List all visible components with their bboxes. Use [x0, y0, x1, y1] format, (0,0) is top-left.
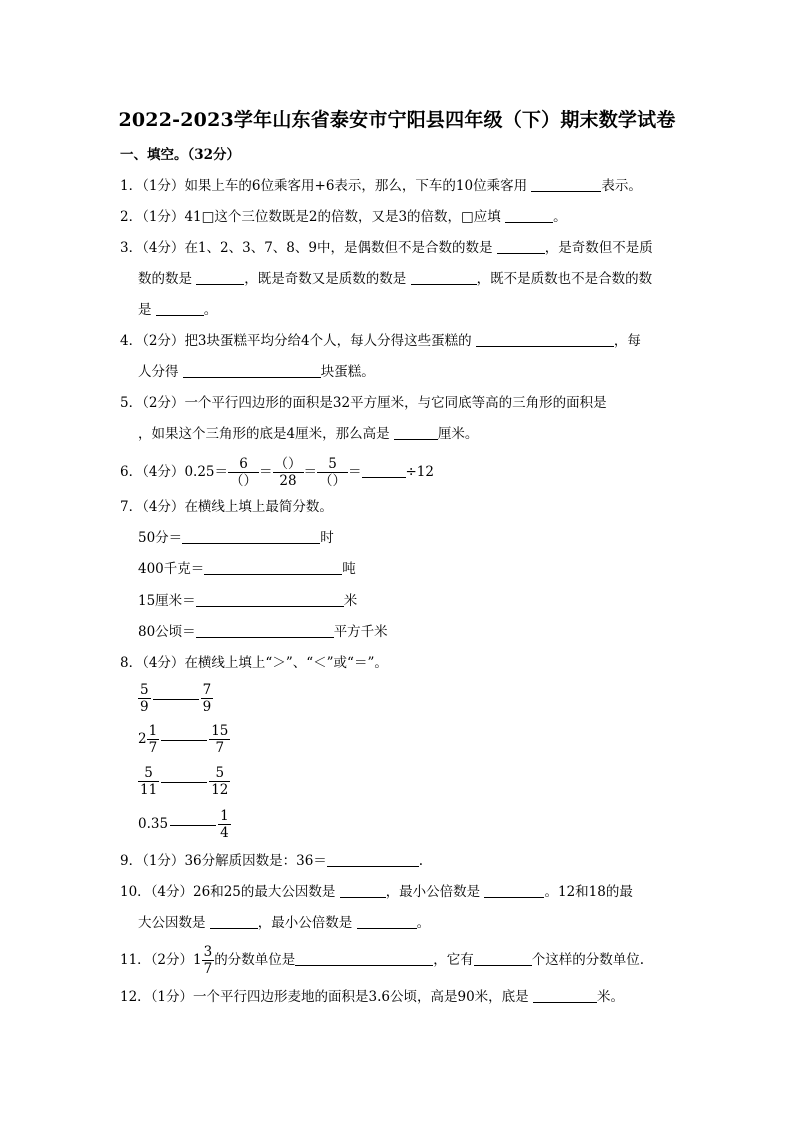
compare-row	[138, 723, 230, 756]
question-number: 8．	[120, 655, 143, 671]
answer-blank[interactable]	[295, 950, 433, 966]
question-text: 个这样的分数单位.	[531, 952, 645, 968]
answer-blank[interactable]	[156, 300, 204, 316]
question-text: 一个平行四边形的面积是32平方厘米，与它同底等高的三角形的面积是	[184, 395, 607, 411]
answer-blank[interactable]	[196, 269, 244, 285]
question-text: 把3块蛋糕平均分给4个人，每人分得这些蛋糕的	[184, 333, 472, 349]
question-text: .	[418, 853, 424, 869]
answer-blank[interactable]	[531, 176, 601, 192]
conversion-unit: 平方千米	[333, 624, 388, 640]
question-number: 3．	[120, 240, 143, 256]
answer-blank[interactable]	[362, 462, 406, 478]
question-9	[120, 851, 423, 871]
fraction: $\frac{5}{9}$	[140, 682, 149, 715]
answer-blank[interactable]	[497, 238, 545, 254]
question-text: 米。	[596, 989, 624, 1005]
decimal-value: 0.35	[138, 816, 169, 832]
equals-sign: ＝	[259, 464, 273, 480]
question-10-line-2	[138, 913, 430, 933]
question-text: 。	[416, 915, 431, 931]
question-points: （4分）	[142, 655, 185, 671]
question-11	[120, 944, 644, 977]
answer-blank[interactable]	[340, 882, 386, 898]
answer-blank[interactable]	[474, 950, 532, 966]
question-number: 11．	[120, 952, 151, 968]
question-text: 0.25＝	[184, 464, 228, 480]
fraction: $\frac{15}{7}$	[211, 723, 229, 756]
fraction: $\frac{3}{7}$	[203, 944, 213, 977]
compare-row	[138, 765, 230, 798]
question-points: （2分）	[150, 952, 194, 968]
answer-blank[interactable]	[505, 207, 553, 223]
question-points: （4分）	[142, 464, 185, 480]
question-text: ，是奇数但不是质	[544, 240, 653, 256]
compare-blank[interactable]	[170, 824, 216, 826]
question-text: 是	[138, 302, 152, 318]
conversion-row	[138, 622, 388, 642]
question-text: 。12和18的最	[544, 884, 633, 900]
question-text: 如果上车的6位乘客用+6表示，那么，下车的10位乘客用	[184, 178, 528, 194]
question-text: ，最小公倍数是	[257, 915, 353, 931]
question-3-line-2	[138, 269, 652, 289]
question-number: 12．	[120, 989, 151, 1005]
answer-blank[interactable]	[357, 913, 417, 929]
conversion-row	[138, 591, 357, 611]
answer-blank[interactable]	[476, 331, 614, 347]
question-text: 。	[203, 302, 218, 318]
question-text: ，每	[613, 333, 641, 349]
question-text: 表示。	[601, 178, 642, 194]
whole-number: 1	[193, 952, 202, 968]
fraction: $\frac{()}{28}$	[274, 456, 302, 489]
question-4	[120, 331, 641, 351]
question-2	[120, 207, 567, 227]
answer-blank[interactable]	[204, 559, 342, 575]
question-points: （2分）	[142, 333, 185, 349]
question-points: （2分）	[142, 395, 185, 411]
conversion-left: 15厘米＝	[138, 593, 196, 609]
fraction: $\frac{1}{4}$	[220, 808, 229, 841]
question-5	[120, 393, 607, 413]
conversion-left: 50分＝	[138, 530, 183, 546]
answer-blank[interactable]	[394, 424, 438, 440]
section-heading: 一、填空。（32分）	[120, 147, 241, 163]
question-12	[120, 987, 624, 1007]
question-text: 。	[553, 209, 567, 225]
question-text: 36分解质因数是：36＝	[184, 853, 327, 869]
question-text: 人分得	[138, 364, 179, 380]
compare-blank[interactable]	[153, 698, 199, 700]
question-text: 一个平行四边形麦地的面积是3.6公顷，高是90米，底是	[193, 989, 529, 1005]
question-text: ，它有	[433, 952, 474, 968]
answer-blank[interactable]	[182, 528, 320, 544]
question-points: （4分）	[142, 499, 185, 515]
question-text: 在1、2、3、7、8、9中，是偶数但不是合数的数是	[184, 240, 493, 256]
question-number: 10．	[120, 884, 151, 900]
question-text: 大公因数是	[138, 915, 206, 931]
question-text: 26和25的最大公因数是	[193, 884, 336, 900]
compare-row	[138, 682, 213, 715]
question-number: 5．	[120, 395, 143, 411]
question-points: （1分）	[142, 209, 185, 225]
question-text: ，既不是质数也不是合数的数	[476, 271, 653, 287]
compare-blank[interactable]	[161, 781, 207, 783]
conversion-row	[138, 528, 334, 548]
question-number: 9．	[120, 853, 143, 869]
question-points: （1分）	[150, 989, 194, 1005]
question-5-line-2	[138, 424, 478, 444]
question-points: （4分）	[150, 884, 194, 900]
question-text: 的分数单位是	[214, 952, 296, 968]
question-6	[120, 455, 434, 489]
question-number: 1．	[120, 178, 143, 194]
answer-blank[interactable]	[196, 622, 334, 638]
question-points: （1分）	[142, 178, 185, 194]
question-text: 41□这个三位数既是2的倍数，又是3的倍数，□应填	[184, 209, 501, 225]
fraction: $\frac{7}{9}$	[202, 682, 212, 715]
question-number: 2．	[120, 209, 143, 225]
whole-number: 2	[138, 731, 147, 747]
conversion-unit: 吨	[342, 561, 356, 577]
conversion-unit: 米	[343, 593, 358, 609]
answer-blank[interactable]	[411, 269, 477, 285]
question-number: 7．	[120, 499, 143, 515]
conversion-left: 400千克＝	[138, 561, 205, 577]
fraction: $\frac{5}{11}$	[140, 765, 158, 798]
fraction: $\frac{1}{7}$	[148, 723, 158, 756]
question-10	[120, 882, 633, 902]
question-text: ，既是奇数又是质数的数是	[244, 271, 407, 287]
answer-blank[interactable]	[533, 987, 597, 1003]
compare-row	[138, 808, 231, 841]
answer-blank[interactable]	[327, 851, 419, 867]
question-8	[120, 653, 388, 673]
fraction: $\frac{5}{()}$	[319, 456, 346, 489]
answer-blank[interactable]	[183, 362, 321, 378]
answer-blank[interactable]	[210, 913, 258, 929]
conversion-row	[138, 559, 356, 579]
conversion-left: 80公顷＝	[138, 624, 196, 640]
question-text: 块蛋糕。	[320, 364, 375, 380]
question-text: ，如果这个三角形的底是4厘米，那么高是	[138, 426, 390, 442]
question-7	[120, 497, 333, 517]
question-3	[120, 238, 653, 258]
fraction: $\frac{6}{()}$	[230, 456, 257, 489]
question-points: （4分）	[142, 240, 185, 256]
equals-sign: ＝	[303, 464, 317, 480]
question-text: ，最小公倍数是	[385, 884, 481, 900]
answer-blank[interactable]	[196, 591, 344, 607]
question-number: 4．	[120, 333, 143, 349]
question-text: 在横线上填上最简分数。	[184, 499, 333, 515]
question-points: （1分）	[142, 853, 185, 869]
compare-blank[interactable]	[161, 739, 207, 741]
question-text: 在横线上填上“＞”、“＜”或“＝”。	[184, 655, 388, 671]
fraction: $\frac{5}{12}$	[211, 765, 229, 798]
conversion-unit: 时	[320, 530, 334, 546]
question-text: 数的数是	[138, 271, 192, 287]
question-4-line-2	[138, 362, 375, 382]
question-text: ÷12	[405, 464, 434, 480]
equals-sign: ＝	[348, 464, 362, 480]
page-title: 2022-2023学年山东省泰安市宁阳县四年级（下）期末数学试卷	[118, 109, 676, 131]
question-text: 厘米。	[437, 426, 479, 442]
question-number: 6．	[120, 464, 143, 480]
answer-blank[interactable]	[484, 882, 544, 898]
question-1	[120, 176, 642, 196]
question-3-line-3	[138, 300, 217, 320]
